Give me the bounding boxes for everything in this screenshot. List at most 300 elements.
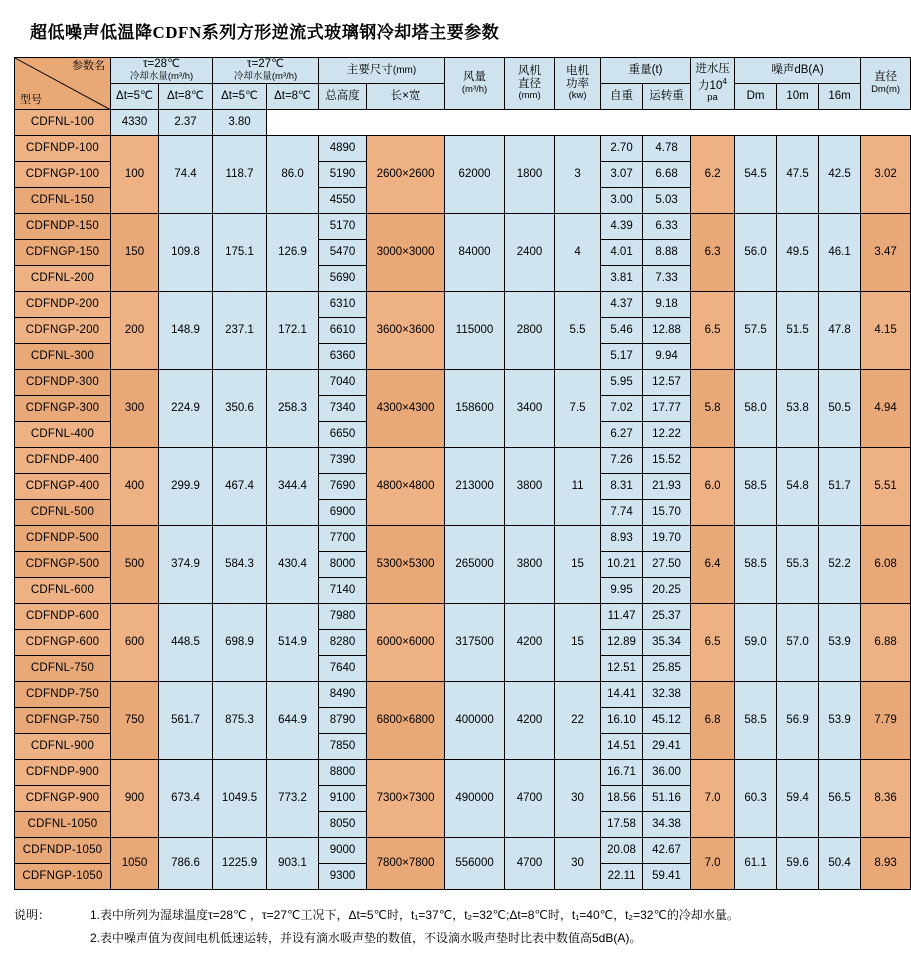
header-tau27-bottom: 冷却水量(m³/h) [233,70,298,82]
cell-motor-power: 15 [555,526,601,604]
cell-length-width: 3000×3000 [367,214,445,292]
cell-total-height: 4890 [319,136,367,162]
cell-self-weight: 7.02 [601,396,643,422]
header-tau27 [213,58,319,84]
header-air-volume-label: 风量 [463,71,487,84]
cell-fan-diameter: 4700 [505,760,555,838]
cell-self-weight: 8.93 [601,526,643,552]
cell-self-weight: 16.10 [601,708,643,734]
cell-total-height: 6610 [319,318,367,344]
cell-run-weight: 9.18 [643,292,691,318]
cell-model: CDFNL-1050 [15,812,111,838]
cell-noise-dm: 56.0 [735,214,777,292]
table-row [15,682,911,708]
cell-water-28-dt5: 100 [111,136,159,214]
cell-air-volume: 115000 [445,292,505,370]
cell-model: CDFNL-600 [15,578,111,604]
cell-air-volume: 400000 [445,682,505,760]
cell-noise-10m: 57.0 [777,604,819,682]
cell-total-height: 8800 [319,760,367,786]
cell-total-height: 6360 [319,344,367,370]
cell-model: CDFNDP-100 [15,136,111,162]
cell-model: CDFNGP-150 [15,240,111,266]
cell-model: CDFNL-900 [15,734,111,760]
table-row [15,604,911,630]
cell-noise-dm: 59.0 [735,604,777,682]
cell-motor-power: 30 [555,760,601,838]
header-main-size-label: 主要尺寸 [346,63,393,76]
cell-noise-10m: 54.8 [777,448,819,526]
cell-length-width: 3600×3600 [367,292,445,370]
cell-total-height: 7700 [319,526,367,552]
cell-water-28-dt8: 299.9 [159,448,213,526]
cell-air-volume: 265000 [445,526,505,604]
cell-self-weight: 2.37 [159,110,213,136]
header-diameter-label: 直径 [874,71,898,84]
header-noise-label: 噪声dB(A) [771,63,824,76]
note-2-text: 2.表中噪声值为夜间电机低速运转，并设有滴水吸声垫的数值，不设滴水吸声垫时比表中数值高5dB(A)。 [90,930,642,945]
cell-noise-dm: 58.5 [735,526,777,604]
header-main-size [319,58,445,84]
cell-water-pressure: 6.5 [691,292,735,370]
cell-total-height: 9000 [319,838,367,864]
cell-water-27-dt8: 514.9 [267,604,319,682]
cell-diameter: 5.51 [861,448,911,526]
cell-air-volume: 556000 [445,838,505,890]
cell-noise-16m: 50.4 [819,838,861,890]
cell-noise-16m: 42.5 [819,136,861,214]
cell-noise-16m: 47.8 [819,292,861,370]
cell-self-weight: 18.56 [601,786,643,812]
cell-water-27-dt8: 344.4 [267,448,319,526]
cell-self-weight: 17.58 [601,812,643,838]
note-row-1 [14,904,836,927]
cell-diameter: 6.08 [861,526,911,604]
header-fan-unit: (mm) [518,90,541,102]
cell-water-27-dt8: 773.2 [267,760,319,838]
cell-motor-power: 22 [555,682,601,760]
cell-total-height: 7690 [319,474,367,500]
cell-run-weight: 15.52 [643,448,691,474]
cell-air-volume: 158600 [445,370,505,448]
cell-total-height: 6650 [319,422,367,448]
header-dt5-27: Δt=5℃ [213,84,267,110]
cell-self-weight: 3.81 [601,266,643,292]
cell-run-weight: 35.34 [643,630,691,656]
cell-length-width: 6000×6000 [367,604,445,682]
cell-water-27-dt5: 467.4 [213,448,267,526]
cell-run-weight: 27.50 [643,552,691,578]
cell-model: CDFNL-750 [15,656,111,682]
cell-total-height: 6900 [319,500,367,526]
cell-diameter: 3.47 [861,214,911,292]
cell-water-27-dt5: 175.1 [213,214,267,292]
cell-self-weight: 10.21 [601,552,643,578]
cell-noise-dm: 61.1 [735,838,777,890]
cell-motor-power: 3 [555,136,601,214]
cell-self-weight: 6.27 [601,422,643,448]
cell-total-height: 8000 [319,552,367,578]
cell-self-weight: 4.39 [601,214,643,240]
cell-run-weight: 6.33 [643,214,691,240]
cell-total-height: 6310 [319,292,367,318]
table-row [15,760,911,786]
cell-water-27-dt8: 172.1 [267,292,319,370]
cell-run-weight: 20.25 [643,578,691,604]
header-pressure-line1: 进水压 [695,63,730,76]
header-weight [601,58,691,84]
cell-air-volume: 62000 [445,136,505,214]
cell-length-width: 7300×7300 [367,760,445,838]
cell-self-weight: 3.07 [601,162,643,188]
cell-fan-diameter: 2400 [505,214,555,292]
cell-water-28-dt8: 786.6 [159,838,213,890]
cell-motor-power: 11 [555,448,601,526]
cell-water-28-dt8: 673.4 [159,760,213,838]
cell-model: CDFNGP-750 [15,708,111,734]
cell-total-height: 8280 [319,630,367,656]
cell-diameter: 8.36 [861,760,911,838]
header-water-pressure [691,58,735,110]
cell-self-weight: 4.37 [601,292,643,318]
cell-model: CDFNGP-600 [15,630,111,656]
cell-run-weight: 12.22 [643,422,691,448]
cell-noise-10m: 53.8 [777,370,819,448]
cell-run-weight: 7.33 [643,266,691,292]
header-air-volume-unit: (m³/h) [461,83,488,95]
header-pressure-line2-text: 力10 [698,79,723,92]
cell-noise-dm: 57.5 [735,292,777,370]
cell-self-weight: 22.11 [601,864,643,890]
cell-model: CDFNL-200 [15,266,111,292]
header-dt8-28: Δt=8℃ [159,84,213,110]
cell-motor-power: 15 [555,604,601,682]
cell-model: CDFNGP-500 [15,552,111,578]
cell-self-weight: 2.70 [601,136,643,162]
cell-self-weight: 11.47 [601,604,643,630]
cell-diameter: 7.79 [861,682,911,760]
header-fan-sub: 直径 [518,78,542,91]
cell-total-height: 7040 [319,370,367,396]
cell-self-weight: 4.01 [601,240,643,266]
header-tau28 [111,58,213,84]
cell-motor-power: 5.5 [555,292,601,370]
cell-diameter: 3.02 [861,136,911,214]
cell-water-27-dt5: 1049.5 [213,760,267,838]
cell-fan-diameter: 2800 [505,292,555,370]
notes-label: 说明： [14,908,51,922]
cell-water-28-dt8: 148.9 [159,292,213,370]
cell-noise-dm: 54.5 [735,136,777,214]
cell-water-27-dt5: 118.7 [213,136,267,214]
cell-noise-16m: 51.7 [819,448,861,526]
cell-total-height: 7850 [319,734,367,760]
cell-diameter: 4.15 [861,292,911,370]
cell-water-28-dt5: 150 [111,214,159,292]
cell-noise-10m: 47.5 [777,136,819,214]
cell-water-28-dt5: 750 [111,682,159,760]
cell-length-width: 7800×7800 [367,838,445,890]
cell-run-weight: 34.38 [643,812,691,838]
cell-water-27-dt8: 644.9 [267,682,319,760]
cell-water-pressure: 5.8 [691,370,735,448]
cell-motor-power: 30 [555,838,601,890]
cell-self-weight: 5.17 [601,344,643,370]
header-fan-diameter [505,58,555,110]
table-row [15,370,911,396]
cell-run-weight: 32.38 [643,682,691,708]
cell-model: CDFNL-500 [15,500,111,526]
cell-noise-10m: 59.6 [777,838,819,890]
header-tau27-top: τ=27℃ [247,58,284,71]
cell-self-weight: 5.95 [601,370,643,396]
cell-length-width: 5300×5300 [367,526,445,604]
cell-water-28-dt5: 400 [111,448,159,526]
cell-water-pressure: 6.3 [691,214,735,292]
header-run-weight: 运转重 [643,84,691,110]
cell-water-27-dt8: 903.1 [267,838,319,890]
table-corner-cell [15,58,111,110]
cell-run-weight: 29.41 [643,734,691,760]
cell-self-weight: 7.74 [601,500,643,526]
cell-run-weight: 42.67 [643,838,691,864]
cell-air-volume: 213000 [445,448,505,526]
cell-noise-16m: 50.5 [819,370,861,448]
cell-total-height: 8490 [319,682,367,708]
header-motor-sub: 功率 [566,78,590,91]
cell-water-pressure: 7.0 [691,838,735,890]
cell-self-weight: 16.71 [601,760,643,786]
cell-model: CDFNDP-750 [15,682,111,708]
table-header [15,58,911,110]
cell-water-27-dt8: 86.0 [267,136,319,214]
cell-water-27-dt5: 1225.9 [213,838,267,890]
cell-total-height: 5170 [319,214,367,240]
cell-noise-16m: 53.9 [819,682,861,760]
table-body [15,110,911,890]
cell-water-28-dt8: 448.5 [159,604,213,682]
cell-motor-power: 4 [555,214,601,292]
cell-total-height: 7980 [319,604,367,630]
header-length-width: 长×宽 [367,84,445,110]
header-motor-power [555,58,601,110]
cell-total-height: 9300 [319,864,367,890]
cell-noise-16m: 56.5 [819,760,861,838]
cell-noise-10m: 59.4 [777,760,819,838]
cell-noise-10m: 56.9 [777,682,819,760]
header-tau28-bottom: 冷却水量(m³/h) [129,70,194,82]
cell-water-28-dt8: 74.4 [159,136,213,214]
cell-self-weight: 8.31 [601,474,643,500]
header-fan-label: 风机 [518,64,542,77]
cell-water-pressure: 6.5 [691,604,735,682]
cell-self-weight: 7.26 [601,448,643,474]
cell-model: CDFNDP-200 [15,292,111,318]
cell-noise-10m: 49.5 [777,214,819,292]
header-noise-16m: 16m [819,84,861,110]
cell-model: CDFNDP-400 [15,448,111,474]
header-diameter-unit: Dm(m) [871,83,901,95]
cell-fan-diameter: 1800 [505,136,555,214]
cell-run-weight: 5.03 [643,188,691,214]
cell-air-volume: 317500 [445,604,505,682]
cell-diameter: 8.93 [861,838,911,890]
cell-model: CDFNL-100 [15,110,111,136]
cell-self-weight: 12.51 [601,656,643,682]
cell-self-weight: 9.95 [601,578,643,604]
header-pressure-exp: 4 [722,75,728,86]
header-air-volume [445,58,505,110]
cell-self-weight: 12.89 [601,630,643,656]
cell-run-weight: 25.37 [643,604,691,630]
header-pressure-line2 [691,77,734,93]
cell-water-27-dt5: 237.1 [213,292,267,370]
cell-run-weight: 12.88 [643,318,691,344]
table-row [15,136,911,162]
cell-run-weight: 15.70 [643,500,691,526]
cell-water-pressure: 7.0 [691,760,735,838]
cell-water-pressure: 6.4 [691,526,735,604]
cell-model: CDFNDP-900 [15,760,111,786]
table-row [15,110,911,136]
header-diameter [861,58,911,110]
cell-noise-dm: 60.3 [735,760,777,838]
cell-self-weight: 20.08 [601,838,643,864]
page-title: 超低噪声低温降CDFN系列方形逆流式玻璃钢冷却塔主要参数 [30,23,500,42]
cell-noise-dm: 58.0 [735,370,777,448]
cell-water-27-dt5: 875.3 [213,682,267,760]
cell-run-weight: 25.85 [643,656,691,682]
corner-model-label: 型号 [20,94,42,107]
cell-self-weight: 14.41 [601,682,643,708]
table-row [15,526,911,552]
cell-model: CDFNDP-600 [15,604,111,630]
cell-noise-16m: 53.9 [819,604,861,682]
header-total-height: 总高度 [319,84,367,110]
cell-noise-dm: 58.5 [735,682,777,760]
cell-model: CDFNGP-1050 [15,864,111,890]
cell-model: CDFNDP-500 [15,526,111,552]
cell-motor-power: 7.5 [555,370,601,448]
cell-water-27-dt5: 698.9 [213,604,267,682]
header-dt5-28: Δt=5℃ [111,84,159,110]
cell-model: CDFNDP-1050 [15,838,111,864]
cell-run-weight: 6.68 [643,162,691,188]
cell-diameter: 6.88 [861,604,911,682]
cell-model: CDFNGP-300 [15,396,111,422]
specifications-table [14,57,911,890]
cell-total-height: 5190 [319,162,367,188]
cell-run-weight: 59.41 [643,864,691,890]
cell-noise-16m: 46.1 [819,214,861,292]
cell-fan-diameter: 4200 [505,604,555,682]
cell-model: CDFNDP-150 [15,214,111,240]
corner-param-label: 参数名 [72,60,105,72]
cell-water-28-dt5: 200 [111,292,159,370]
cell-fan-diameter: 3400 [505,370,555,448]
cell-model: CDFNDP-300 [15,370,111,396]
cell-air-volume: 84000 [445,214,505,292]
cell-total-height: 8050 [319,812,367,838]
note-row-2 [14,927,836,950]
header-motor-label: 电机 [566,64,590,77]
cell-self-weight: 5.46 [601,318,643,344]
cell-total-height: 5470 [319,240,367,266]
header-tau28-top: τ=28℃ [143,58,180,71]
cell-total-height: 4330 [111,110,159,136]
cell-run-weight: 51.16 [643,786,691,812]
cell-water-28-dt8: 109.8 [159,214,213,292]
cell-run-weight: 45.12 [643,708,691,734]
header-noise-dm: Dm [735,84,777,110]
cell-length-width: 4800×4800 [367,448,445,526]
cell-total-height: 4550 [319,188,367,214]
cell-run-weight: 19.70 [643,526,691,552]
table-row [15,838,911,864]
cell-noise-dm: 58.5 [735,448,777,526]
header-motor-unit: (kw) [568,90,587,102]
table-row [15,448,911,474]
cell-fan-diameter: 4700 [505,838,555,890]
cell-water-27-dt5: 584.3 [213,526,267,604]
notes-block [14,904,836,950]
header-dt8-27: Δt=8℃ [267,84,319,110]
cell-water-pressure: 6.0 [691,448,735,526]
cell-water-28-dt8: 561.7 [159,682,213,760]
cell-fan-diameter: 3800 [505,526,555,604]
cell-length-width: 4300×4300 [367,370,445,448]
cell-total-height: 8790 [319,708,367,734]
cell-model: CDFNGP-100 [15,162,111,188]
cell-total-height: 7140 [319,578,367,604]
header-noise [735,58,861,84]
cell-model: CDFNGP-200 [15,318,111,344]
cell-fan-diameter: 4200 [505,682,555,760]
cell-water-28-dt8: 374.9 [159,526,213,604]
cell-noise-10m: 51.5 [777,292,819,370]
cell-run-weight: 17.77 [643,396,691,422]
cell-water-27-dt8: 126.9 [267,214,319,292]
cell-run-weight: 4.78 [643,136,691,162]
cell-water-28-dt5: 600 [111,604,159,682]
cell-length-width: 6800×6800 [367,682,445,760]
cell-run-weight: 36.00 [643,760,691,786]
cell-total-height: 7640 [319,656,367,682]
cell-total-height: 7340 [319,396,367,422]
cell-fan-diameter: 3800 [505,448,555,526]
table-row [15,214,911,240]
cell-model: CDFNGP-900 [15,786,111,812]
cell-model: CDFNGP-400 [15,474,111,500]
header-noise-10m: 10m [777,84,819,110]
cell-total-height: 5690 [319,266,367,292]
header-main-size-unit: (mm) [392,64,417,76]
cell-diameter: 4.94 [861,370,911,448]
cell-water-28-dt5: 300 [111,370,159,448]
cell-total-height: 7390 [319,448,367,474]
header-pressure-unit: pa [707,91,718,103]
cell-model: CDFNL-400 [15,422,111,448]
header-weight-label: 重量(t) [628,63,663,76]
cell-noise-10m: 55.3 [777,526,819,604]
cell-water-28-dt5: 1050 [111,838,159,890]
cell-run-weight: 12.57 [643,370,691,396]
cell-water-pressure: 6.2 [691,136,735,214]
note-1-text: 1.表中所列为湿球温度τ=28℃ ，τ=27℃工况下，Δt=5℃时，t₁=37℃，t₂=32℃;Δt=8℃时，t₁=40℃，t₂=32℃的冷却水量。 [90,908,739,922]
cell-self-weight: 14.51 [601,734,643,760]
cell-water-28-dt5: 500 [111,526,159,604]
cell-water-28-dt8: 224.9 [159,370,213,448]
